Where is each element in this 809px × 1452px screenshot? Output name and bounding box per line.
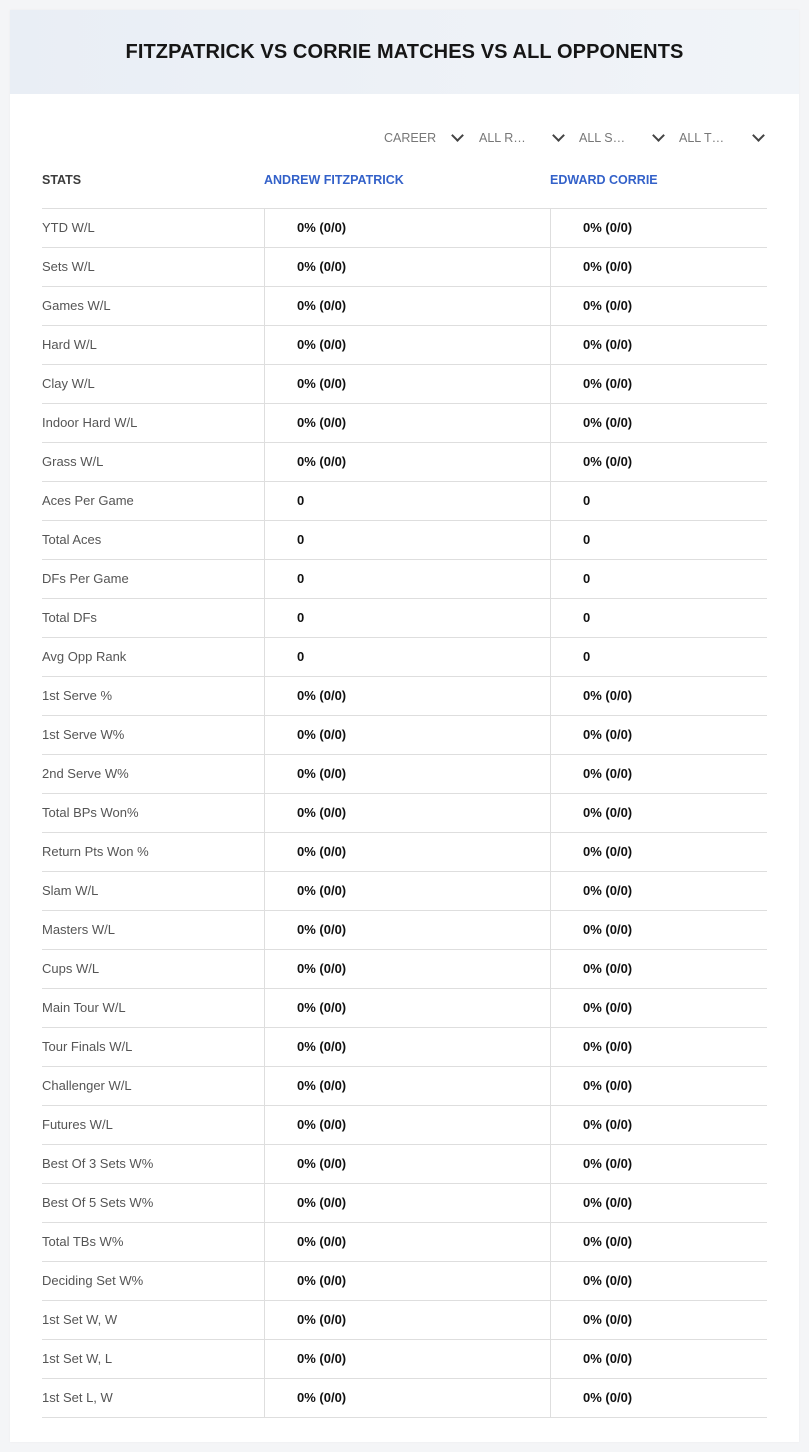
table-row <box>42 560 767 599</box>
player2-stat-value: 0% (0/0) <box>550 677 767 715</box>
player2-stat-value: 0% (0/0) <box>550 1067 767 1105</box>
filter-bar <box>10 128 799 148</box>
player2-stat-value: 0% (0/0) <box>550 443 767 481</box>
player1-stat-value: 0 <box>264 560 550 598</box>
player1-stat-value: 0% (0/0) <box>264 950 550 988</box>
table-row <box>42 677 767 716</box>
table-row <box>42 1145 767 1184</box>
chevron-down-icon <box>752 129 765 142</box>
player1-stat-value: 0% (0/0) <box>264 716 550 754</box>
chevron-down-icon <box>652 129 665 142</box>
player1-stat-value: 0% (0/0) <box>264 209 550 247</box>
stat-label: Deciding Set W% <box>42 1273 144 1288</box>
player2-stat-value: 0 <box>550 482 767 520</box>
player2-stat-value: 0% (0/0) <box>550 365 767 403</box>
stat-label: Grass W/L <box>42 454 104 469</box>
player1-stat-value: 0% (0/0) <box>264 326 550 364</box>
player1-stat-value: 0% (0/0) <box>264 755 550 793</box>
player1-stat-value: 0 <box>264 599 550 637</box>
table-row <box>42 209 767 248</box>
stat-label: 2nd Serve W% <box>42 766 129 781</box>
player1-stat-value: 0% (0/0) <box>264 1106 550 1144</box>
player1-stat-value: 0% (0/0) <box>264 1028 550 1066</box>
player2-stat-value: 0% (0/0) <box>550 1223 767 1261</box>
surface-filter-label: ALL S… <box>579 131 626 145</box>
player2-stat-value: 0 <box>550 560 767 598</box>
table-row <box>42 521 767 560</box>
stat-label: Cups W/L <box>42 961 100 976</box>
stat-label: 1st Set L, W <box>42 1390 113 1405</box>
player2-stat-value: 0% (0/0) <box>550 1301 767 1339</box>
card-header <box>10 10 799 94</box>
stat-label: Slam W/L <box>42 883 99 898</box>
stat-label: Total BPs Won% <box>42 805 139 820</box>
player2-stat-value: 0% (0/0) <box>550 716 767 754</box>
stat-label: Main Tour W/L <box>42 1000 126 1015</box>
table-row <box>42 989 767 1028</box>
player2-stat-value: 0% (0/0) <box>550 326 767 364</box>
stat-label: Total DFs <box>42 610 97 625</box>
player1-stat-value: 0% (0/0) <box>264 833 550 871</box>
table-row <box>42 755 767 794</box>
table-body <box>42 209 767 1418</box>
stat-label: 1st Set W, W <box>42 1312 118 1327</box>
surface-filter-dropdown[interactable] <box>579 128 665 148</box>
player2-stat-value: 0% (0/0) <box>550 911 767 949</box>
player1-stat-value: 0% (0/0) <box>264 404 550 442</box>
player1-stat-value: 0% (0/0) <box>264 1223 550 1261</box>
chevron-down-icon <box>552 129 565 142</box>
player2-stat-value: 0% (0/0) <box>550 833 767 871</box>
table-row <box>42 287 767 326</box>
player2-stat-value: 0% (0/0) <box>550 794 767 832</box>
player1-stat-value: 0% (0/0) <box>264 1262 550 1300</box>
player2-stat-value: 0% (0/0) <box>550 1340 767 1378</box>
stats-table <box>42 160 767 1418</box>
table-row <box>42 638 767 677</box>
career-filter-dropdown[interactable] <box>384 128 464 148</box>
stat-label: Challenger W/L <box>42 1078 132 1093</box>
player1-stat-value: 0% (0/0) <box>264 794 550 832</box>
player1-stat-value: 0% (0/0) <box>264 1340 550 1378</box>
table-header <box>42 160 767 209</box>
table-row <box>42 716 767 755</box>
rounds-filter-dropdown[interactable] <box>479 128 565 148</box>
player1-stat-value: 0 <box>264 638 550 676</box>
stat-label: Best Of 3 Sets W% <box>42 1156 154 1171</box>
table-row <box>42 1379 767 1418</box>
stat-label: Games W/L <box>42 298 111 313</box>
table-row <box>42 248 767 287</box>
stat-label: 1st Serve W% <box>42 727 125 742</box>
table-row <box>42 1067 767 1106</box>
table-row <box>42 599 767 638</box>
player2-stat-value: 0% (0/0) <box>550 755 767 793</box>
player2-stat-value: 0% (0/0) <box>550 950 767 988</box>
stat-label: Clay W/L <box>42 376 95 391</box>
table-row <box>42 1301 767 1340</box>
table-row <box>42 911 767 950</box>
player2-stat-value: 0% (0/0) <box>550 1145 767 1183</box>
table-row <box>42 1223 767 1262</box>
player1-stat-value: 0% (0/0) <box>264 287 550 325</box>
stat-label: Return Pts Won % <box>42 844 149 859</box>
player1-stat-value: 0 <box>264 521 550 559</box>
table-row <box>42 365 767 404</box>
stat-label: Avg Opp Rank <box>42 649 127 664</box>
player2-stat-value: 0% (0/0) <box>550 287 767 325</box>
table-row <box>42 326 767 365</box>
table-row <box>42 794 767 833</box>
player2-stat-value: 0% (0/0) <box>550 872 767 910</box>
player1-stat-value: 0% (0/0) <box>264 872 550 910</box>
player2-stat-value: 0% (0/0) <box>550 1028 767 1066</box>
player1-stat-value: 0 <box>264 482 550 520</box>
career-filter-label: CAREER <box>384 131 437 145</box>
table-row <box>42 443 767 482</box>
player2-stat-value: 0% (0/0) <box>550 989 767 1027</box>
stat-label: Tour Finals W/L <box>42 1039 133 1054</box>
stat-label: Masters W/L <box>42 922 115 937</box>
player2-stat-value: 0% (0/0) <box>550 1379 767 1417</box>
table-row <box>42 1340 767 1379</box>
player2-stat-value: 0% (0/0) <box>550 209 767 247</box>
page-title: FITZPATRICK VS CORRIE MATCHES VS ALL OPPONENTS <box>125 40 684 63</box>
table-row <box>42 1106 767 1145</box>
table-row <box>42 1028 767 1067</box>
player1-stat-value: 0% (0/0) <box>264 911 550 949</box>
stat-label: YTD W/L <box>42 220 95 235</box>
player2-column-header[interactable]: EDWARD CORRIE <box>550 173 658 187</box>
player2-stat-value: 0% (0/0) <box>550 248 767 286</box>
player1-stat-value: 0% (0/0) <box>264 1145 550 1183</box>
player1-stat-value: 0% (0/0) <box>264 989 550 1027</box>
player2-stat-value: 0 <box>550 521 767 559</box>
player2-stat-value: 0% (0/0) <box>550 1106 767 1144</box>
chevron-down-icon <box>451 129 464 142</box>
stat-label: Sets W/L <box>42 259 95 274</box>
stat-label: Indoor Hard W/L <box>42 415 138 430</box>
stat-label: 1st Serve % <box>42 688 113 703</box>
stat-label: Total TBs W% <box>42 1234 124 1249</box>
player1-stat-value: 0% (0/0) <box>264 1379 550 1417</box>
table-row <box>42 872 767 911</box>
table-row <box>42 1262 767 1301</box>
table-row <box>42 404 767 443</box>
stat-label: DFs Per Game <box>42 571 129 586</box>
player1-stat-value: 0% (0/0) <box>264 1067 550 1105</box>
player2-stat-value: 0% (0/0) <box>550 1262 767 1300</box>
player1-stat-value: 0% (0/0) <box>264 1301 550 1339</box>
stat-label: 1st Set W, L <box>42 1351 113 1366</box>
player1-stat-value: 0% (0/0) <box>264 443 550 481</box>
table-row <box>42 950 767 989</box>
rounds-filter-label: ALL R… <box>479 131 526 145</box>
stat-label: Futures W/L <box>42 1117 113 1132</box>
player1-stat-value: 0% (0/0) <box>264 677 550 715</box>
player1-stat-value: 0% (0/0) <box>264 1184 550 1222</box>
stat-label: Best Of 5 Sets W% <box>42 1195 154 1210</box>
stats-card <box>10 10 799 1442</box>
player2-stat-value: 0% (0/0) <box>550 404 767 442</box>
player2-stat-value: 0% (0/0) <box>550 1184 767 1222</box>
player1-stat-value: 0% (0/0) <box>264 248 550 286</box>
player2-stat-value: 0 <box>550 638 767 676</box>
table-row <box>42 1184 767 1223</box>
stat-label: Hard W/L <box>42 337 97 352</box>
table-row <box>42 482 767 521</box>
stat-label: Total Aces <box>42 532 102 547</box>
tournament-filter-dropdown[interactable] <box>679 128 765 148</box>
player1-stat-value: 0% (0/0) <box>264 365 550 403</box>
tournament-filter-label: ALL T… <box>679 131 725 145</box>
stats-column-header: STATS <box>42 173 82 187</box>
table-row <box>42 833 767 872</box>
stat-label: Aces Per Game <box>42 493 134 508</box>
player1-column-header[interactable]: ANDREW FITZPATRICK <box>264 173 404 187</box>
player2-stat-value: 0 <box>550 599 767 637</box>
